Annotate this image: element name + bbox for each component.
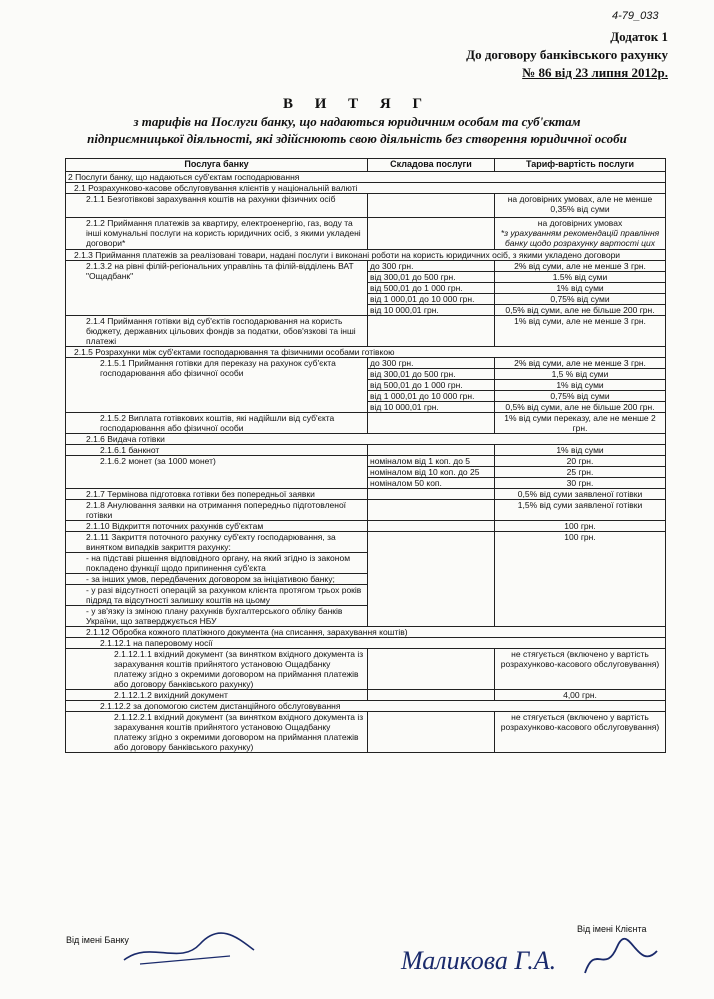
table-row	[66, 627, 666, 638]
table-row	[66, 690, 666, 701]
exception-item: - у зв'язку із зміною плану рахунків бухгалтерського обліку банків України, що затверджується НБУ	[66, 606, 368, 627]
exception-item: - за інших умов, передбачених договором за ініціативою банку;	[66, 574, 368, 585]
table-row	[66, 172, 666, 183]
client-signature	[395, 935, 675, 985]
tariff-cell: 0,75% від суми	[495, 294, 666, 305]
section-title: 2.1.12 Обробка кожного платіжного документа (на списання, зарахування коштів)	[66, 627, 666, 638]
table-row	[66, 456, 666, 467]
column-header-tariff: Тариф-вартість послуги	[495, 159, 666, 172]
service-cell: 2.1.1 Безготівкові зарахування коштів на рахунки фізичних осіб	[66, 194, 368, 218]
service-cell: 2.1.8 Анулювання заявки на отримання попередньо підготовленої готівки	[66, 500, 368, 521]
tariff-note: *з урахуванням рекомендацій правління банку щодо розрахунку вартості цих	[500, 228, 660, 248]
tariff-cell: 100 грн.	[495, 521, 666, 532]
tariff-cell: не стягується (включено у вартість розрахунково-касового обслуговування)	[495, 649, 666, 690]
section-title: 2.1.12.2 за допомогою систем дистанційного обслуговування	[66, 701, 666, 712]
tariff-text: 0,35% від суми	[550, 204, 610, 214]
tariff-cell: 2% від суми, але не менше 3 грн.	[495, 358, 666, 369]
component-cell	[368, 712, 495, 753]
component-cell	[368, 521, 495, 532]
document-number: 4-79_033	[612, 10, 659, 22]
tariff-cell: 0,5% від суми, але не більше 200 грн.	[495, 305, 666, 316]
service-cell: 2.1.5.1 Приймання готівки для переказу на рахунок суб'єкта господарювання або фізичної особи	[66, 358, 368, 413]
tariff-cell	[495, 218, 666, 250]
component-cell: до 300 грн.	[368, 358, 495, 369]
service-cell: 2.1.6.1 банкнот	[66, 445, 368, 456]
table-row	[66, 445, 666, 456]
tariff-cell: 0,5% від суми, але не більше 200 грн.	[495, 402, 666, 413]
service-cell: 2.1.4 Приймання готівки від суб'єктів господарювання на користь бюджету, державних цільових фондів за податки, обов'язкові та інші платежі	[66, 316, 368, 347]
component-cell: номіналом від 1 коп. до 5	[368, 456, 495, 467]
service-cell: 2.1.10 Відкриття поточних рахунків суб'єктам	[66, 521, 368, 532]
tariff-cell: 1% від суми, але не менше 3 грн.	[495, 316, 666, 347]
section-title: 2.1.6 Видача готівки	[66, 434, 666, 445]
table-row	[66, 521, 666, 532]
table-row	[66, 434, 666, 445]
service-cell: 2.1.5.2 Виплата готівкових коштів, які надійшли від суб'єкта господарювання або фізичної особи	[66, 413, 368, 434]
exception-item: - на підставі рішення відповідного органу, на який згідно із законом покладено функції щодо припинення суб'єкта	[66, 553, 368, 574]
table-row	[66, 347, 666, 358]
table-row	[66, 712, 666, 753]
component-cell: номіналом 50 коп.	[368, 478, 495, 489]
tariff-cell: 20 грн.	[495, 456, 666, 467]
title-main: В И Т Я Г	[282, 96, 432, 112]
service-cell: 2.1.12.2.1 вхідний документ (за винятком вхідного документа із зарахування коштів прийнятого установою Ощадбанку платежу згідно з окремими договором на приймання платежів або договору банківського рахунку)	[66, 712, 368, 753]
tariff-cell: 1,5% від суми заявленої готівки	[495, 500, 666, 521]
section-title: 2.1.5 Розрахунки між суб'єктами господарювання та фізичними особами готівкою	[66, 347, 666, 358]
contract-number: № 86 від 23 липня 2012р.	[522, 65, 668, 80]
table-row	[66, 532, 666, 553]
bank-signature-label: Від імені Банку	[66, 935, 129, 945]
component-cell	[368, 413, 495, 434]
component-cell: від 300,01 до 500 грн.	[368, 369, 495, 380]
component-cell: від 500,01 до 1 000 грн.	[368, 283, 495, 294]
component-cell	[368, 489, 495, 500]
tariff-text: на договірних умовах, але не менше	[507, 194, 653, 204]
exception-item: - у разі відсутності операцій за рахунком клієнта протягом трьох років підряд та відсутності залишку коштів на цьому	[66, 585, 368, 606]
contract-label: До договору банківського рахунку	[466, 47, 668, 62]
tariff-cell: 2% від суми, але не менше 3 грн.	[495, 261, 666, 272]
table-row	[66, 250, 666, 261]
service-cell: 2.1.12.1.2 вихідний документ	[66, 690, 368, 701]
client-signature-label: Від імені Клієнта	[577, 924, 647, 934]
document-title	[0, 96, 714, 147]
appendix-block	[466, 28, 668, 82]
component-cell	[368, 532, 495, 627]
component-cell	[368, 445, 495, 456]
component-cell	[368, 218, 495, 250]
component-cell	[368, 194, 495, 218]
section-title: 2.1 Розрахунково-касове обслуговування клієнтів у національній валюті	[66, 183, 666, 194]
table-row	[66, 358, 666, 369]
table-row	[66, 218, 666, 250]
component-cell: від 300,01 до 500 грн.	[368, 272, 495, 283]
service-cell: 2.1.11 Закриття поточного рахунку суб'єкту господарювання, за винятком випадків закриття рахунку:	[66, 532, 368, 553]
tariff-cell: 1.5% від суми	[495, 272, 666, 283]
column-header-service: Послуга банку	[66, 159, 368, 172]
component-cell	[368, 316, 495, 347]
title-line-1: з тарифів на Послуги банку, що надаються юридичним особам та суб'єктам	[133, 114, 581, 129]
service-cell: 2.1.7 Термінова підготовка готівки без попередньої заявки	[66, 489, 368, 500]
tariff-cell: не стягується (включено у вартість розрахунково-касового обслуговування)	[495, 712, 666, 753]
tariff-cell	[495, 194, 666, 218]
appendix-label: Додаток 1	[610, 29, 668, 44]
table-header-row	[66, 159, 666, 172]
component-cell: від 10 000,01 грн.	[368, 402, 495, 413]
section-title: 2.1.12.1 на паперовому носії	[66, 638, 666, 649]
tariff-table	[65, 158, 666, 753]
tariff-cell: 1% від суми	[495, 445, 666, 456]
bank-signature	[120, 930, 260, 970]
table-row	[66, 316, 666, 347]
section-title: 2 Послуги банку, що надаються суб'єктам господарювання	[66, 172, 666, 183]
service-cell: 2.1.6.2 монет (за 1000 монет)	[66, 456, 368, 489]
table-row	[66, 489, 666, 500]
tariff-text: на договірних умовах	[537, 218, 623, 228]
section-title: 2.1.3 Приймання платежів за реалізовані товари, надані послуги і виконані роботи на користь юридичних осіб, з якими укладено договори	[66, 250, 666, 261]
table-row	[66, 649, 666, 690]
component-cell	[368, 690, 495, 701]
tariff-cell: 25 грн.	[495, 467, 666, 478]
tariff-cell: 30 грн.	[495, 478, 666, 489]
tariff-cell: 4,00 грн.	[495, 690, 666, 701]
tariff-cell: 1% від суми	[495, 283, 666, 294]
tariff-cell: 1,5 % від суми	[495, 369, 666, 380]
component-cell: від 500,01 до 1 000 грн.	[368, 380, 495, 391]
tariff-cell: 1% від суми	[495, 380, 666, 391]
table-row	[66, 500, 666, 521]
table-row	[66, 194, 666, 218]
table-row	[66, 413, 666, 434]
title-line-2: підприємницької діяльності, які здійснюють свою діяльність без створення юридичної особи	[87, 131, 627, 146]
tariff-cell: 0,75% від суми	[495, 391, 666, 402]
table-row	[66, 638, 666, 649]
table-row	[66, 183, 666, 194]
tariff-cell: 100 грн.	[495, 532, 666, 627]
component-cell: від 1 000,01 до 10 000 грн.	[368, 391, 495, 402]
component-cell: номіналом від 10 коп. до 25	[368, 467, 495, 478]
tariff-cell: 0,5% від суми заявленої готівки	[495, 489, 666, 500]
table-row	[66, 701, 666, 712]
service-cell: 2.1.3.2 на рівні філій-регіональних управлінь та філій-відділень ВАТ "Ощадбанк"	[66, 261, 368, 316]
table-row	[66, 261, 666, 272]
client-signature-text: Маликова Г.А.	[401, 946, 557, 975]
service-cell: 2.1.2 Приймання платежів за квартиру, електроенергію, газ, воду та інші комунальні послуги на користь юридичних осіб, з якими укладені договори*	[66, 218, 368, 250]
service-cell: 2.1.12.1.1 вхідний документ (за винятком вхідного документа із зарахування коштів прийнятого установою Ощадбанку платежу згідно з окремими договором на приймання платежів або договору банківського рахунку)	[66, 649, 368, 690]
component-cell	[368, 500, 495, 521]
component-cell: від 10 000,01 грн.	[368, 305, 495, 316]
component-cell: до 300 грн.	[368, 261, 495, 272]
column-header-component: Складова послуги	[368, 159, 495, 172]
component-cell	[368, 649, 495, 690]
tariff-cell: 1% від суми переказу, але не менше 2 грн.	[495, 413, 666, 434]
component-cell: від 1 000,01 до 10 000 грн.	[368, 294, 495, 305]
